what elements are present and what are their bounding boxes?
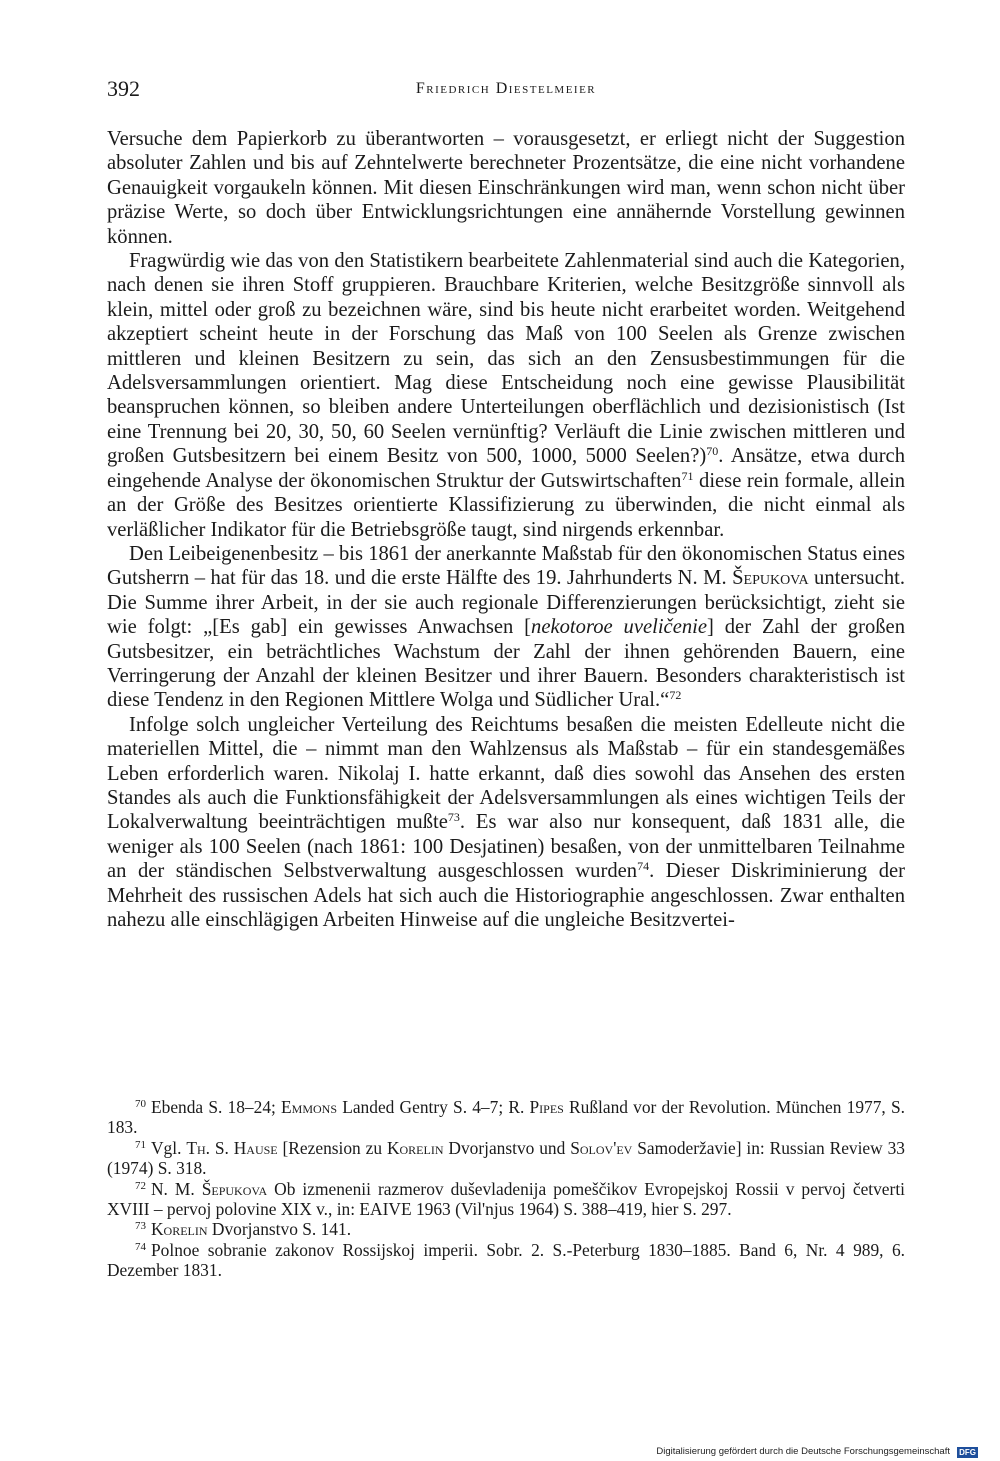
paragraph-1-text: Versuche dem Papierkorb zu überantworten – vorausgesetzt, er erliegt nicht der Suggestion absoluter Zahlen und bis auf Zehntelwerte berechneter Prozentsätze, die eine nicht vorhandene Genauigkeit vorgaukeln können. Mit diesen Einschränkungen wird man, wenn schon nicht über präzise Werte, so doch über Entwicklungsrichtungen eine annähernde Vorstellung gewinnen können. [107, 128, 905, 248]
footnote-71 [107, 1138, 905, 1179]
paragraph-4-text-b: . Es war also nur konsequent, daß 1831 alle, die weniger als 100 Seelen (nach 1861: 100 Desjatinen) besaßen, von der unmittelbaren Teilnahme an der ständischen Selbstverwaltung ausgeschlossen wurden [107, 811, 905, 883]
page-header [107, 76, 905, 104]
footnote-text: Dvorjanstvo S. 141. [207, 1219, 352, 1240]
paragraph-2-text-c: diese rein formale, allein an der Größe des Besitzes orientierte Klassifizierung zu überwinden, die nicht einmal als verläßlicher Indikator für die Betriebsgröße taugt, sind nirgends erkennbar. [107, 469, 905, 541]
footnote-text: Ebenda S. 18–24; [151, 1097, 282, 1117]
paragraph-4 [107, 713, 905, 933]
footnote-ref-71[interactable]: 71 [681, 468, 694, 483]
paragraph-3-text-a: Den Leibeigenenbesitz – bis 1861 der anerkannte Maßstab für den ökonomischen Status eines Gutsherrn – hat für das 18. und die erste Hälfte des 19. Jahrhunderts N. M. [107, 542, 905, 590]
author-name: Šepukova [201, 1178, 268, 1199]
author-name: Korelin [151, 1219, 208, 1240]
body-text [107, 127, 905, 932]
russian-quote-italic: nekotoroe uveličenie [531, 616, 707, 639]
footnote-text: [Rezension zu [277, 1137, 387, 1158]
author-name: Pipes [529, 1097, 564, 1117]
footnote-number: 70 [135, 1098, 146, 1110]
paragraph-3 [107, 542, 905, 713]
footnote-ref-73[interactable]: 73 [447, 810, 460, 825]
footnotes [107, 1097, 905, 1281]
page-number: 392 [107, 76, 140, 101]
paragraph-4-text-c: . Dieser Diskriminierung der Mehrheit des russischen Adels hat sich auch die Historiographie angeschlossen. Zwar enthalten nahezu alle einschlägigen Arbeiten Hinweise auf die ungleiche Besitzvertei- [107, 860, 905, 931]
footnote-number: 71 [135, 1138, 146, 1151]
paragraph-3-text-b: untersucht. Die Summe ihrer Arbeit, in der sie auch regionale Differenzierungen berücksichtigt, zieht sie wie folgt: „[Es gab] ein gewisses Anwachsen [ [107, 567, 905, 639]
author-name: Emmons [281, 1097, 338, 1117]
paragraph-2-text-a: Fragwürdig wie das von den Statistikern bearbeitete Zahlenmaterial sind auch die Kategorien, nach denen sie ihren Stoff gruppieren. Brauchbare Kriterien, welche Besitzgröße sinnvoll als klein, mittel oder groß zu bezeichnen wäre, sind bis heute nicht erarbeitet worden. Weitgehend akzeptiert scheint heute in der Forschung das Maß von 100 Seelen als Grenze zwischen mittleren und kleinen Besitzern zu sein, das sich an den Zensusbestimmungen für die Adelsversammlungen orientiert. Mag diese Entscheidung noch eine gewisse Plausibilität beanspruchen können, so bleiben andere Unterteilungen oberflächlich und dezisionistisch (Ist eine Trennung bei 20, 30, 50, 60 Seelen vernünftig? Verläuft die Linie zwischen mittleren und großen Gutsbesitzern bei einem Besitz von 500, 1000, 5000 Seelen?) [107, 250, 905, 468]
footnote-number: 72 [135, 1179, 146, 1192]
footnote-text: Rußland vor der Revolution. München 1977, S. 183. [107, 1097, 905, 1138]
dfg-logo: DFG [959, 1448, 976, 1457]
footnote-text: Dvorjanstvo und [443, 1137, 571, 1158]
author-name: Korelin [386, 1137, 444, 1158]
footnote-text: N. M. [151, 1178, 202, 1199]
author-name: Th. S. Hause [186, 1137, 278, 1158]
author-name: Solov'ev [570, 1137, 633, 1158]
footnote-70 [107, 1097, 905, 1138]
footnote-text: Vgl. [151, 1137, 187, 1158]
footnote-74 [107, 1240, 905, 1281]
paragraph-1 [107, 127, 905, 249]
author-name-sepukova: Šepukova [732, 567, 809, 590]
paragraph-2 [107, 249, 905, 542]
digitization-credit: Digitalisierung gefördert durch die Deutsche Forschungsgemeinschaft [656, 1446, 950, 1457]
footnote-number: 73 [135, 1220, 146, 1233]
footnote-73 [107, 1219, 905, 1239]
footnote-ref-70[interactable]: 70 [706, 444, 719, 459]
footnote-text: Landed Gentry S. 4–7; R. [337, 1097, 530, 1117]
footnote-text: Polnoe sobranie zakonov Rossijskoj imperii. Sobr. 2. S.-Peterburg 1830–1885. Band 6, Nr. 4 989, 6. Dezember 1831. [107, 1239, 905, 1281]
paragraph-3-text-c: ] der Zahl der großen Gutsbesitzer, ein beträchtliches Wachstum der Zahl der ihnen gehörenden Bauern, eine Verringerung der Anzahl der kleinen Besitzer und ihrer Bauern. Besonders charakteristisch ist diese Tendenz in den Regionen Mittlere Wolga und Südlicher Ural.“ [107, 616, 905, 712]
paragraph-2-text-b: . Ansätze, etwa durch eingehende Analyse der ökonomischen Struktur der Gutswirtschaften [107, 445, 905, 492]
footnote-72 [107, 1179, 905, 1220]
footnote-text: Samoderžavie] in: Russian Review 33 (1974) S. 318. [107, 1137, 905, 1179]
paragraph-4-text-a: Infolge solch ungleicher Verteilung des Reichtums besaßen die meisten Edelleute nicht die materiellen Mittel, die – nimmt man den Wahlzensus als Maßstab – für ein standesgemäßes Leben erforderlich waren. Nikolaj I. hatte erkannt, daß dies sowohl das Ansehen des ersten Standes als auch die Funktionsfähigkeit der Adelsversammlungen als eines wichtigen Teils der Lokalverwaltung beeinträchtigen mußte [107, 713, 905, 834]
footnote-ref-74[interactable]: 74 [637, 859, 650, 874]
footnote-ref-72[interactable]: 72 [669, 688, 682, 703]
footnote-text: Ob izmenenii razmerov duševladenija pomeščikov Evropejskoj Rossii v pervoj četverti XVIII – pervoj polovine XIX v., in: EAIVE 1963 (Vil'njus 1964) S. 388–419, hier S. 297. [107, 1178, 905, 1220]
footnote-number: 74 [135, 1240, 146, 1253]
running-head: Friedrich Diestelmeier [415, 80, 597, 97]
